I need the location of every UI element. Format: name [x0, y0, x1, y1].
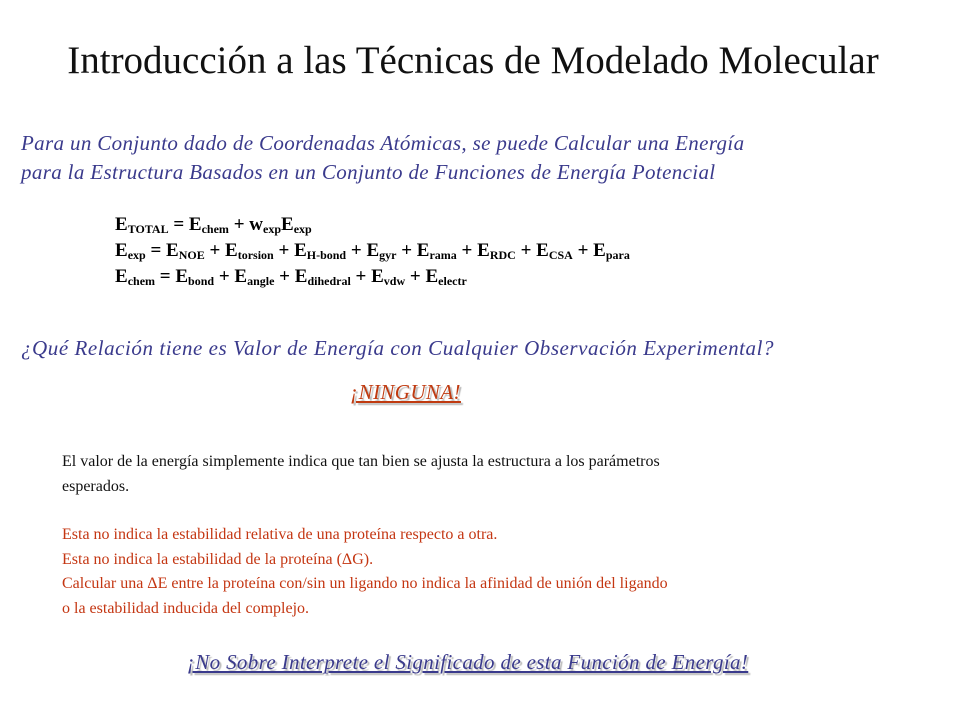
- slide-title: Introducción a las Técnicas de Modelado Molecular: [67, 39, 879, 82]
- answer-none: ¡NINGUNA!: [350, 380, 461, 404]
- eq-chem-lhs: $E_{chem}$: [115, 266, 156, 288]
- caveat-line-2: Esta no indica la estabilidad de la proteína (ΔG).: [62, 550, 374, 568]
- explanation-block: [62, 450, 882, 621]
- eq-total-term-weight: $w_{exp}$: [249, 214, 281, 236]
- eq-exp-term: $E_{rama}$: [416, 240, 457, 262]
- eq-chem-term: $E_{angle}$: [234, 266, 275, 288]
- equation-chem: $E_{chem} = E_{bond} + E_{angle} + E_{dihedral} + E_{vdw} + E_{electr}$: [115, 266, 467, 288]
- intro-line-1: Para un Conjunto dado de Coordenadas Atómicas, se puede Calcular una Energía: [21, 131, 745, 155]
- explanation-line-2: esperados.: [62, 477, 130, 495]
- equation-total: $E_{TOTAL} = E_{chem} + w_{exp}E_{exp}$: [115, 214, 312, 236]
- eq-total-term-chem: $E_{chem}$: [188, 214, 229, 236]
- intro-statement: [21, 129, 941, 187]
- eq-exp-term: $E_{RDC}$: [477, 240, 516, 262]
- warning-message: ¡No Sobre Interprete el Significado de esta Función de Energía!: [186, 650, 749, 674]
- spacer: [62, 499, 882, 523]
- caveat-line-4: o la estabilidad inducida del complejo.: [62, 599, 310, 617]
- caveat-line-3: Calcular una ΔE entre la proteína con/sin un ligando no indica la afinidad de unión del ligando: [62, 575, 668, 592]
- eq-total-term-exp: $E_{exp}$: [281, 214, 312, 236]
- eq-chem-term: $E_{vdw}$: [371, 266, 406, 288]
- eq-chem-term: $E_{bond}$: [175, 266, 215, 288]
- question: ¿Qué Relación tiene es Valor de Energía con Cualquier Observación Experimental?: [21, 336, 775, 360]
- eq-exp-term: $E_{gyr}$: [366, 240, 397, 262]
- eq-exp-term: $E_{NOE}$: [166, 240, 205, 262]
- eq-chem-term: $E_{electr}$: [425, 266, 467, 288]
- intro-line-2: para la Estructura Basados en un Conjunto de Funciones de Energía Potencial: [21, 160, 716, 184]
- eq-exp-term: $E_{torsion}$: [225, 240, 274, 262]
- eq-total-lhs: $E_{TOTAL}$: [115, 214, 169, 236]
- eq-chem-term: $E_{dihedral}$: [294, 266, 351, 288]
- eq-exp-term: $E_{H-bond}$: [294, 240, 347, 262]
- equation-exp: $E_{exp} = E_{NOE} + E_{torsion} + E_{H-bond} + E_{gyr} + E_{rama} + E_{RDC} + E_{CSA} + E_{para}$: [115, 240, 630, 262]
- energy-equations: [115, 212, 630, 290]
- caveat-line-1: Esta no indica la estabilidad relativa de una proteína respecto a otra.: [62, 526, 498, 543]
- eq-exp-term: $E_{CSA}$: [536, 240, 573, 262]
- explanation-line-1: El valor de la energía simplemente indica que tan bien se ajusta la estructura a los parámetros: [62, 453, 660, 470]
- eq-exp-lhs: $E_{exp}$: [115, 240, 146, 262]
- eq-exp-term: $E_{para}$: [593, 240, 630, 262]
